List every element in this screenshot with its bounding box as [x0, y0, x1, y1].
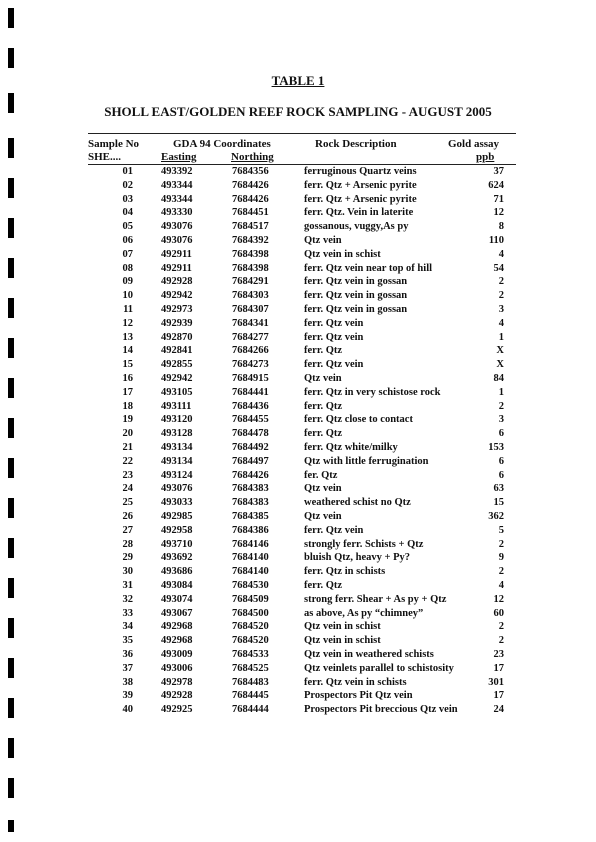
gold-value: 63 [493, 483, 504, 495]
table-row [0, 263, 596, 275]
rock-description: ferruginous Quartz veins [304, 166, 417, 177]
gold-value: 153 [488, 442, 504, 453]
easting-value: 493033 [161, 497, 193, 509]
gold-value: 2 [498, 635, 504, 647]
northing-value: 7684520 [232, 635, 269, 647]
rock-description: strong ferr. Shear + As py + Qtz [304, 593, 447, 605]
gold-value: 84 [493, 373, 504, 384]
gold-value: 15 [493, 497, 504, 509]
table-row [0, 401, 596, 413]
northing-value: 7684291 [232, 276, 269, 288]
rock-description: ferr. Qtz. Vein in laterite [304, 207, 414, 219]
sample-number: 07 [122, 248, 133, 260]
sample-number: 29 [122, 552, 133, 564]
easting-value: 492985 [161, 511, 193, 522]
sample-number: 26 [122, 511, 133, 522]
table-row [0, 290, 596, 302]
northing-value: 7684398 [232, 262, 269, 274]
northing-value: 7684426 [232, 193, 269, 205]
easting-value: 493111 [161, 400, 192, 412]
northing-value: 7684356 [232, 166, 269, 177]
gold-value: 5 [498, 524, 504, 536]
rock-description: ferr. Qtz vein [304, 331, 364, 343]
table-row [0, 456, 596, 468]
table-row [0, 635, 596, 647]
sample-number: 05 [122, 221, 133, 233]
rock-description: ferr. Qtz vein [304, 524, 364, 536]
easting-value: 493124 [161, 469, 193, 481]
rock-description: as above, As py “chimney” [304, 607, 424, 619]
gold-value: 2 [498, 621, 504, 633]
northing-value: 7684341 [232, 317, 269, 329]
rock-description: gossanous, vuggy,As py [304, 221, 409, 233]
sample-number: 03 [122, 193, 133, 205]
table-row [0, 345, 596, 357]
easting-value: 493710 [161, 538, 193, 550]
northing-value: 7684398 [232, 248, 269, 260]
table-row [0, 704, 596, 716]
table-row [0, 332, 596, 344]
gold-value: 4 [498, 317, 504, 329]
rock-description: ferr. Qtz [304, 400, 343, 412]
northing-value: 7684533 [232, 649, 269, 660]
northing-value: 7684140 [232, 566, 269, 578]
table-row [0, 207, 596, 219]
easting-value: 492973 [161, 304, 193, 315]
sample-number: 13 [122, 331, 133, 343]
easting-value: 492968 [161, 621, 193, 633]
northing-value: 7684307 [232, 304, 269, 315]
rock-description: bluish Qtz, heavy + Py? [304, 552, 411, 564]
northing-value: 7684140 [232, 552, 269, 564]
gold-value: 6 [498, 469, 504, 481]
sample-number: 35 [122, 635, 133, 647]
table-row [0, 552, 596, 564]
rock-description: Qtz vein [304, 511, 342, 522]
table-row [0, 621, 596, 633]
sample-number: 24 [122, 483, 133, 495]
table-row [0, 359, 596, 371]
rock-description: Qtz with little ferrugination [304, 455, 429, 467]
sample-number: 30 [122, 566, 133, 578]
gold-value: 23 [493, 649, 504, 660]
rock-description: ferr. Qtz + Arsenic pyrite [304, 179, 417, 191]
table-row [0, 525, 596, 537]
table-row [0, 677, 596, 689]
table-title: TABLE 1 [271, 73, 325, 88]
gold-value: 2 [498, 400, 504, 412]
table-row [0, 594, 596, 606]
rock-description: fer. Qtz [304, 469, 338, 481]
easting-value: 493084 [161, 580, 193, 591]
gold-value: 54 [493, 262, 504, 274]
northing-value: 7684451 [232, 207, 269, 219]
sample-number: 06 [122, 235, 133, 246]
col-gold-assay: Gold assay [448, 138, 500, 150]
easting-value: 493392 [161, 166, 193, 177]
easting-value: 492978 [161, 676, 193, 688]
gold-value: 6 [498, 428, 504, 440]
gold-value: 12 [493, 207, 504, 219]
punch-hole [8, 738, 14, 758]
easting-value: 492928 [161, 690, 193, 702]
northing-value: 7684383 [232, 483, 269, 495]
gold-value: 8 [498, 221, 504, 233]
punch-hole [8, 138, 14, 158]
easting-value: 492855 [161, 359, 193, 371]
gold-value: 17 [493, 690, 504, 702]
sample-number: 39 [122, 690, 133, 702]
table-row [0, 442, 596, 454]
sample-number: 37 [122, 662, 133, 674]
rock-description: Qtz vein in schist [304, 621, 381, 633]
sample-number: 02 [122, 179, 133, 191]
rock-description: ferr. Qtz + Arsenic pyrite [304, 193, 417, 205]
northing-value: 7684517 [232, 221, 269, 233]
easting-value: 493076 [161, 235, 193, 246]
sample-number: 14 [122, 345, 133, 357]
easting-value: 493686 [161, 566, 193, 578]
rock-description: Prospectors Pit Qtz vein [304, 690, 413, 702]
easting-value: 492911 [161, 262, 192, 274]
col-sample-prefix: SHE.... [88, 151, 122, 163]
rock-description: ferr. Qtz [304, 580, 343, 591]
table-row [0, 387, 596, 399]
northing-value: 7684426 [232, 469, 269, 481]
northing-value: 7684520 [232, 621, 269, 633]
easting-value: 492939 [161, 317, 193, 329]
easting-value: 492942 [161, 373, 193, 384]
punch-hole [8, 8, 14, 28]
table-row [0, 221, 596, 233]
gold-value: 1 [498, 386, 504, 398]
rock-description: Qtz vein [304, 483, 342, 495]
gold-value: 60 [493, 607, 504, 619]
gold-value: X [496, 345, 504, 357]
gold-value: 301 [488, 676, 504, 688]
report-heading: SHOLL EAST/GOLDEN REEF ROCK SAMPLING - AUGUST 2005 [104, 104, 492, 119]
easting-value: 493076 [161, 483, 193, 495]
easting-value: 493076 [161, 221, 193, 233]
table-row [0, 180, 596, 192]
sample-number: 33 [122, 607, 133, 619]
table-row [0, 235, 596, 247]
sample-number: 04 [122, 207, 133, 219]
sample-number: 25 [122, 497, 133, 509]
rock-description: strongly ferr. Schists + Qtz [304, 538, 424, 550]
rock-description: Qtz vein in weathered schists [304, 649, 434, 660]
sample-number: 11 [123, 304, 133, 315]
sample-number: 28 [122, 538, 133, 550]
rock-description: ferr. Qtz [304, 345, 343, 357]
easting-value: 492928 [161, 276, 193, 288]
col-sample-no: Sample No [88, 138, 140, 150]
northing-value: 7684436 [232, 400, 269, 412]
gold-value: 110 [488, 235, 504, 246]
gold-value: 624 [488, 179, 504, 191]
northing-value: 7684445 [232, 690, 269, 702]
gold-value: 3 [498, 414, 504, 426]
easting-value: 493074 [161, 593, 193, 605]
easting-value: 492911 [161, 248, 192, 260]
easting-value: 492841 [161, 345, 193, 357]
col-gold-unit: ppb [476, 151, 495, 163]
northing-value: 7684385 [232, 511, 269, 522]
northing-value: 7684444 [232, 704, 269, 716]
northing-value: 7684277 [232, 331, 269, 343]
northing-value: 7684303 [232, 290, 269, 302]
punch-hole [8, 820, 14, 832]
gold-value: 2 [498, 566, 504, 578]
table-row [0, 663, 596, 675]
sample-number: 08 [122, 262, 133, 274]
northing-value: 7684509 [232, 593, 269, 605]
table-row [0, 566, 596, 578]
gold-value: 2 [498, 538, 504, 550]
easting-value: 492942 [161, 290, 193, 302]
punch-hole [8, 778, 14, 798]
col-easting: Easting [161, 151, 197, 163]
table-row [0, 276, 596, 288]
gold-value: 4 [498, 248, 504, 260]
table-row [0, 608, 596, 620]
gold-value: 2 [498, 276, 504, 288]
northing-value: 7684497 [232, 455, 269, 467]
table-row [0, 166, 596, 178]
table-row [0, 497, 596, 509]
gold-value: 24 [493, 704, 504, 716]
easting-value: 492870 [161, 331, 193, 343]
gold-value: 3 [498, 304, 504, 315]
rock-description: Qtz vein [304, 235, 342, 246]
table-row [0, 249, 596, 261]
rock-description: Qtz veinlets parallel to schistosity [304, 662, 454, 674]
rock-description: ferr. Qtz vein in gossan [304, 290, 408, 302]
sample-number: 21 [122, 442, 133, 453]
rock-description: ferr. Qtz close to contact [304, 414, 413, 426]
gold-value: 37 [493, 166, 504, 177]
easting-value: 492958 [161, 524, 193, 536]
table-row [0, 470, 596, 482]
northing-value: 7684266 [232, 345, 269, 357]
rock-description: ferr. Qtz vein [304, 359, 364, 371]
northing-value: 7684478 [232, 428, 269, 440]
sample-number: 34 [122, 621, 133, 633]
sample-number: 40 [122, 704, 133, 716]
table-row [0, 428, 596, 440]
easting-value: 493134 [161, 442, 193, 453]
table-row [0, 194, 596, 206]
northing-value: 7684386 [232, 524, 269, 536]
rock-description: ferr. Qtz vein near top of hill [304, 262, 433, 274]
sample-number: 18 [122, 400, 133, 412]
northing-value: 7684392 [232, 235, 269, 246]
sample-number: 09 [122, 276, 133, 288]
sample-number: 31 [122, 580, 133, 591]
easting-value: 493128 [161, 428, 193, 440]
rock-description: weathered schist no Qtz [304, 497, 411, 509]
rock-description: ferr. Qtz vein in gossan [304, 276, 408, 288]
table-row [0, 649, 596, 661]
sample-number: 22 [122, 455, 133, 467]
sample-number: 38 [122, 676, 133, 688]
gold-value: X [496, 359, 504, 371]
rock-description: ferr. Qtz [304, 428, 343, 440]
rock-description: ferr. Qtz vein [304, 317, 364, 329]
easting-value: 493120 [161, 414, 193, 426]
table-row [0, 318, 596, 330]
sample-number: 32 [122, 593, 133, 605]
easting-value: 493344 [161, 179, 193, 191]
rock-description: Prospectors Pit breccious Qtz vein [304, 704, 458, 716]
northing-value: 7684426 [232, 179, 269, 191]
easting-value: 493344 [161, 193, 193, 205]
sample-number: 23 [122, 469, 133, 481]
rock-description: ferr. Qtz in very schistose rock [304, 386, 441, 398]
gold-value: 17 [493, 662, 504, 674]
sample-number: 12 [122, 317, 133, 329]
gold-value: 71 [493, 193, 504, 205]
rock-description: ferr. Qtz vein in schists [304, 676, 407, 688]
easting-value: 492968 [161, 635, 193, 647]
rock-description: Qtz vein in schist [304, 248, 381, 260]
table-row [0, 690, 596, 702]
sample-number: 17 [122, 386, 133, 398]
easting-value: 493692 [161, 552, 193, 564]
northing-value: 7684492 [232, 442, 269, 453]
sample-number: 27 [122, 524, 133, 536]
col-coordinates: GDA 94 Coordinates [173, 138, 271, 150]
sample-number: 01 [122, 166, 133, 177]
northing-value: 7684483 [232, 676, 269, 688]
northing-value: 7684455 [232, 414, 269, 426]
punch-hole [8, 48, 14, 68]
sample-number: 16 [122, 373, 133, 384]
rock-description: ferr. Qtz white/milky [304, 442, 398, 453]
rock-description: Qtz vein in schist [304, 635, 381, 647]
gold-value: 362 [488, 511, 504, 522]
sample-number: 19 [122, 414, 133, 426]
easting-value: 493134 [161, 455, 193, 467]
northing-value: 7684273 [232, 359, 269, 371]
northing-value: 7684530 [232, 580, 269, 591]
northing-value: 7684915 [232, 373, 269, 384]
table-row [0, 580, 596, 592]
easting-value: 493105 [161, 386, 193, 398]
header-rule [88, 133, 516, 134]
sample-number: 36 [122, 649, 133, 660]
header-underline [88, 164, 516, 165]
easting-value: 493330 [161, 207, 193, 219]
table-row [0, 539, 596, 551]
col-northing: Northing [231, 151, 274, 163]
sample-number: 10 [122, 290, 133, 302]
northing-value: 7684383 [232, 497, 269, 509]
table-row [0, 511, 596, 523]
northing-value: 7684146 [232, 538, 269, 550]
rock-description: ferr. Qtz in schists [304, 566, 386, 578]
northing-value: 7684500 [232, 607, 269, 619]
easting-value: 493067 [161, 607, 193, 619]
gold-value: 2 [498, 290, 504, 302]
table-row [0, 304, 596, 316]
gold-value: 12 [493, 593, 504, 605]
easting-value: 493006 [161, 662, 193, 674]
table-row [0, 483, 596, 495]
gold-value: 1 [498, 331, 504, 343]
rock-description: ferr. Qtz vein in gossan [304, 304, 408, 315]
gold-value: 6 [498, 455, 504, 467]
gold-value: 4 [498, 580, 504, 591]
table-row [0, 414, 596, 426]
northing-value: 7684441 [232, 386, 269, 398]
sample-number: 15 [122, 359, 133, 371]
gold-value: 9 [498, 552, 504, 564]
easting-value: 493009 [161, 649, 193, 660]
rock-description: Qtz vein [304, 373, 342, 384]
table-row [0, 373, 596, 385]
col-rock-description: Rock Description [315, 138, 397, 150]
northing-value: 7684525 [232, 662, 269, 674]
easting-value: 492925 [161, 704, 193, 716]
sample-number: 20 [122, 428, 133, 440]
